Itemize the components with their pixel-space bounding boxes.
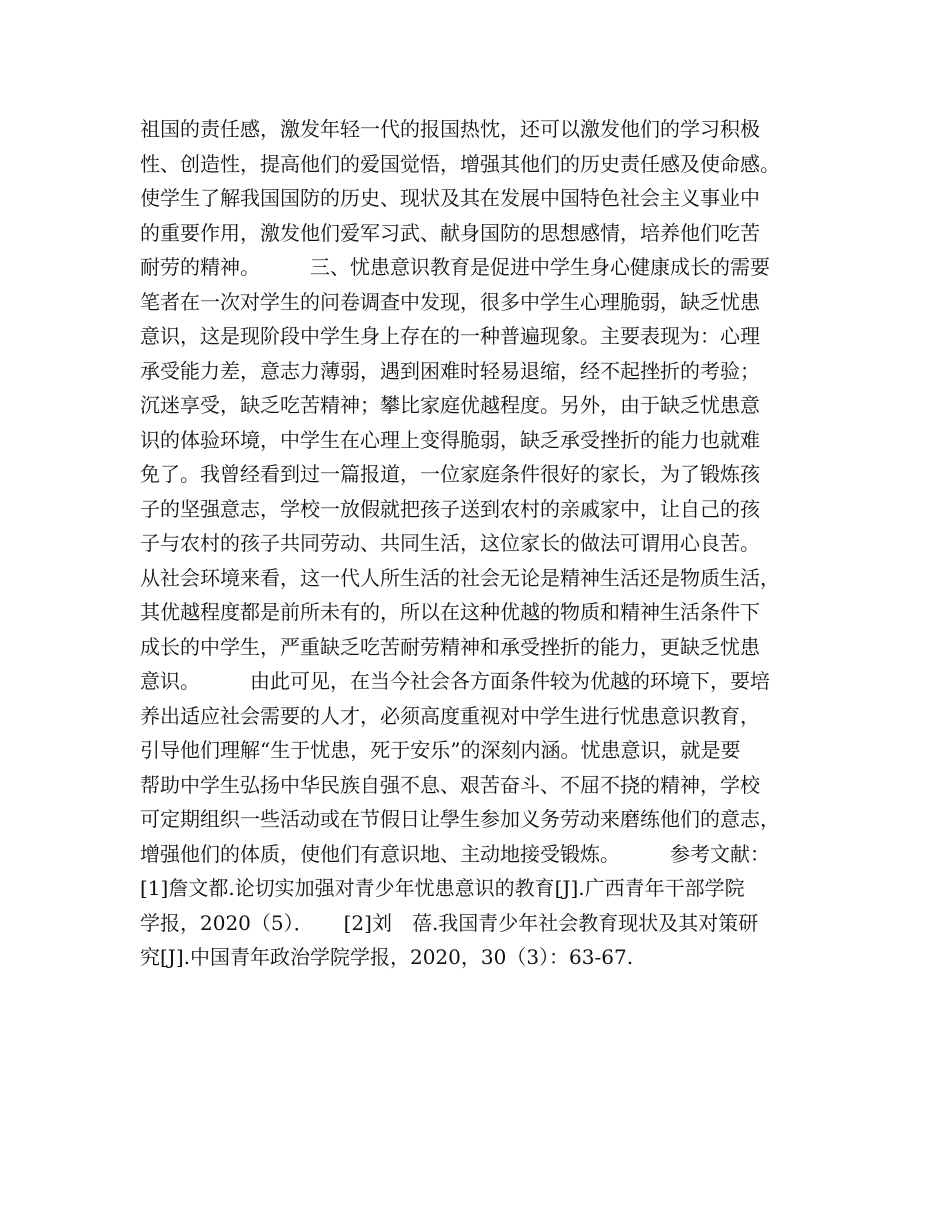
- text-line: 免了。我曾经看到过一篇报道，一位家庭条件很好的家长，为了锻炼孩: [140, 462, 760, 486]
- text-line: 成长的中学生，严重缺乏吃苦耐劳精神和承受挫折的能力，更缺乏忧患: [140, 634, 760, 659]
- reference-line: 学报，2020（5）． [2]刘 蓓.我国青少年社会教育现状及其对策研: [140, 910, 759, 935]
- text-line: 承受能力差，意志力薄弱，遇到困难时轻易退缩，经不起挫折的考验；: [140, 358, 760, 383]
- text-line: 耐劳的精神。 三、忧患意识教育是促进中学生身心健康成长的需要: [140, 255, 770, 279]
- text-line: 意识，这是现阶段中学生身上存在的一种普遍现象。主要表现为：心理: [140, 324, 760, 348]
- text-line: 使学生了解我国国防的历史、现状及其在发展中国特色社会主义事业中: [140, 186, 760, 210]
- text-line: 从社会环境来看，这一代人所生活的社会无论是精神生活还是物质生活，: [140, 565, 780, 590]
- text-line: 笔者在一次对学生的问卷调查中发现，很多中学生心理脆弱，缺乏忧患: [140, 289, 760, 314]
- text-line: 子的坚强意志，学校一放假就把孩子送到农村的亲戚家中，让自己的孩: [140, 496, 760, 521]
- text-line: 意识。 由此可见，在当今社会各方面条件较为优越的环境下，要培: [140, 669, 770, 693]
- text-line: 其优越程度都是前所未有的，所以在这种优越的物质和精神生活条件下: [140, 600, 760, 624]
- text-line: 识的体验环境，中学生在心理上变得脆弱，缺乏承受挫折的能力也就难: [140, 427, 760, 452]
- text-line: 性、创造性，提高他们的爱国觉悟，增强其他们的历史责任感及使命感。: [140, 151, 780, 176]
- text-line: 可定期组织一些活动或在节假日让學生参加义务劳动来磨练他们的意志，: [140, 807, 780, 831]
- text-line: 引导他们理解“生于忧患，死于安乐”的深刻内涵。忧患意识，就是要: [140, 738, 741, 762]
- text-line: 沉迷享受，缺乏吃苦精神；攀比家庭优越程度。另外，由于缺乏忧患意: [140, 393, 760, 417]
- text-line: 帮助中学生弘扬中华民族自强不息、艰苦奋斗、不屈不挠的精神，学校: [140, 772, 760, 797]
- reference-line: 究[J].中国青年政治学院学报，2020，30（3）：63-67.: [140, 945, 634, 969]
- text-line: 增强他们的体质，使他们有意识地、主动地接受锻炼。 参考文献：: [140, 841, 770, 866]
- text-line: 子与农村的孩子共同劳动、共同生活，这位家长的做法可谓用心良苦。: [140, 531, 760, 555]
- body-text: [140, 112, 840, 975]
- text-line: 的重要作用，激发他们爱军习武、献身国防的思想感情，培养他们吃苦: [140, 220, 760, 245]
- text-line: 养出适应社会需要的人才，必须高度重视对中学生进行忧患意识教育，: [140, 703, 760, 728]
- text-line: 祖国的责任感，激发年轻一代的报国热忱，还可以激发他们的学习积极: [140, 117, 760, 141]
- reference-line: [1]詹文都.论切实加强对青少年忧患意识的教育[J].广西青年干部学院: [140, 876, 745, 900]
